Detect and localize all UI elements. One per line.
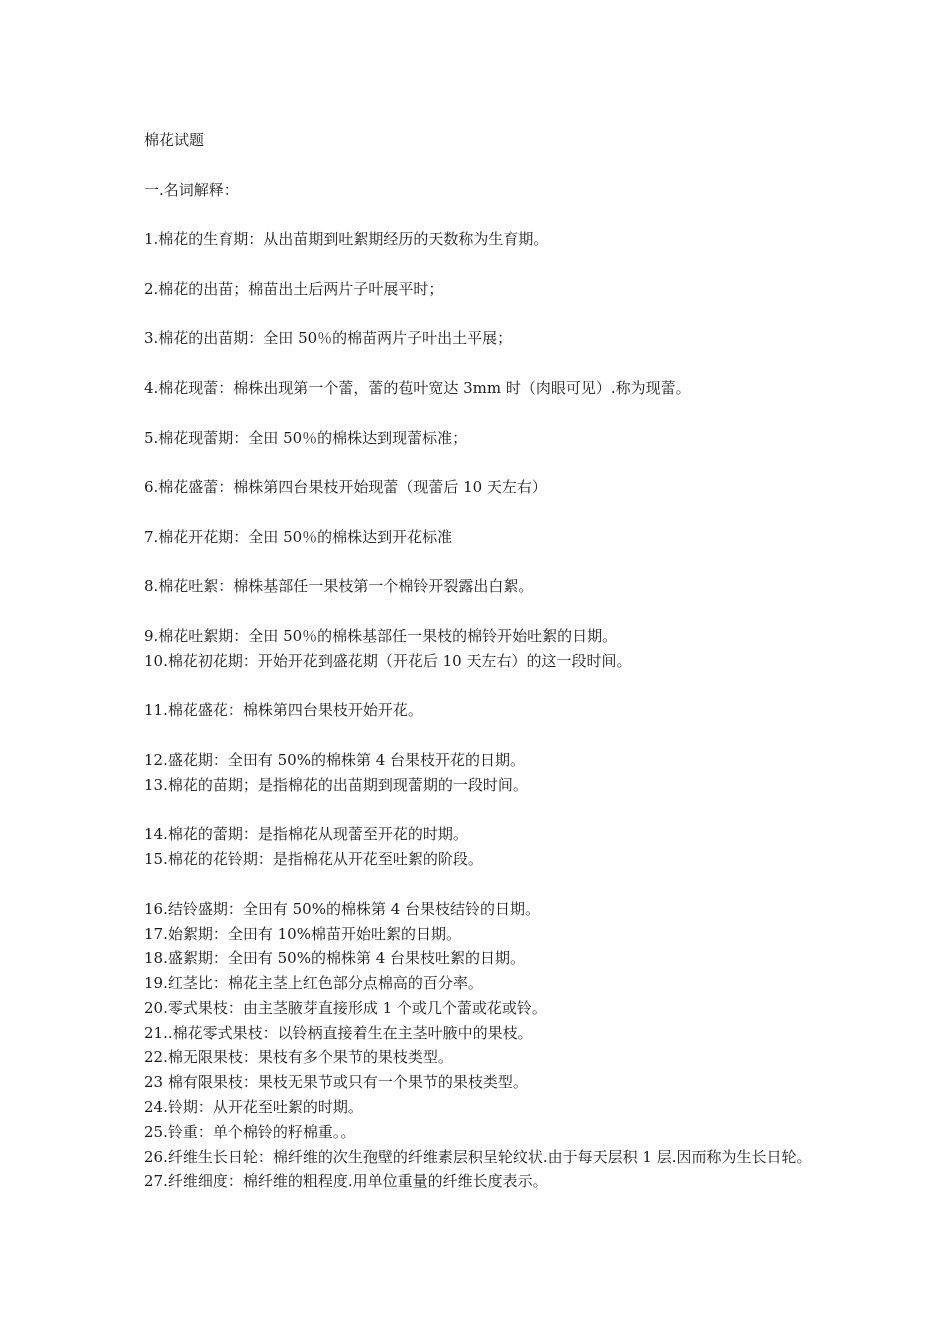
spacer <box>144 798 814 823</box>
definition-item: 11.棉花盛花：棉株第四台果枝开始开花。 <box>144 701 423 720</box>
definition-item: 19.红茎比：棉花主茎上红色部分点棉高的百分率。 <box>144 974 483 993</box>
spacer <box>144 872 814 897</box>
definition-item: 25.铃重：单个棉铃的籽棉重。。 <box>144 1122 356 1141</box>
definition-item: 8.棉花吐絮：棉株基部任一果枝第一个棉铃开裂露出白絮。 <box>144 577 534 596</box>
definition-item: 7.棉花开花期：全田 50％的棉株达到开花标准 <box>144 527 453 546</box>
definition-item: 17.始絮期：全田有 10%棉苗开始吐絮的日期。 <box>144 924 461 943</box>
definition-item: 24.铃期：从开花至吐絮的时期。 <box>144 1098 363 1117</box>
document-title: 棉花试题 <box>144 131 205 149</box>
definition-item: 10.棉花初花期：开始开花到盛花期（开花后 10 天左右）的这一段时间。 <box>144 651 632 670</box>
definition-item: 23 棉有限果枝：果枝无果节或只有一个果节的果枝类型。 <box>144 1073 528 1092</box>
section-heading: 一.名词解释： <box>144 180 239 199</box>
definition-item: 4.棉花现蕾：棉株出现第一个蕾，蕾的苞叶宽达 3mm 时（肉眼可见）.称为现蕾。 <box>144 378 691 397</box>
definition-item: 2.棉花的出苗；棉苗出土后两片子叶展平时； <box>144 279 444 298</box>
spacer <box>144 723 814 748</box>
spacer <box>144 153 814 178</box>
definition-item: 14.棉花的蕾期：是指棉花从现蕾至开花的时期。 <box>144 825 468 844</box>
spacer <box>144 351 814 376</box>
definition-item: 18.盛絮期：全田有 50%的棉株第 4 台果枝吐絮的日期。 <box>144 949 526 968</box>
definition-item: 22.棉无限果枝：果枝有多个果节的果枝类型。 <box>144 1048 453 1067</box>
definition-item: 13.棉花的苗期；是指棉花的出苗期到现蕾期的一段时间。 <box>144 775 528 794</box>
document-page <box>144 128 814 1194</box>
spacer <box>144 450 814 475</box>
definition-item: 5.棉花现蕾期：全田 50％的棉株达到现蕾标准； <box>144 428 468 447</box>
definition-item: 6.棉花盛蕾：棉株第四台果枝开始现蕾（现蕾后 10 天左右） <box>144 478 547 497</box>
spacer <box>144 674 814 699</box>
spacer <box>144 202 814 227</box>
definition-item: 27.纤维细度：棉纤维的粗程度.用单位重量的纤维长度表示。 <box>144 1172 548 1191</box>
spacer <box>144 500 814 525</box>
definition-item: 3.棉花的出苗期：全田 50％的棉苗两片子叶出土平展； <box>144 329 513 348</box>
definition-item: 9.棉花吐絮期：全田 50％的棉株基部任一果枝的棉铃开始吐絮的日期。 <box>144 626 618 645</box>
definition-item: 21..棉花零式果枝：以铃柄直接着生在主茎叶腋中的果枝。 <box>144 1023 533 1042</box>
spacer <box>144 599 814 624</box>
definition-item: 1.棉花的生育期：从出苗期到吐絮期经历的天数称为生育期。 <box>144 230 549 249</box>
spacer <box>144 401 814 426</box>
definition-item: 20.零式果枝：由主茎腋芽直接形成 1 个或几个蕾或花或铃。 <box>144 998 547 1017</box>
definition-item: 12.盛花期：全田有 50%的棉株第 4 台果枝开花的日期。 <box>144 750 526 769</box>
spacer <box>144 302 814 327</box>
definition-item: 16.结铃盛期：全田有 50%的棉株第 4 台果枝结铃的日期。 <box>144 899 541 918</box>
spacer <box>144 550 814 575</box>
definition-item: 15.棉花的花铃期：是指棉花从开花至吐絮的阶段。 <box>144 850 483 869</box>
spacer <box>144 252 814 277</box>
definition-item: 26.纤维生长日轮：棉纤维的次生孢壁的纤维素层积呈轮纹状.由于每天层积 1 层.因而称为生长日轮。 <box>144 1147 812 1166</box>
